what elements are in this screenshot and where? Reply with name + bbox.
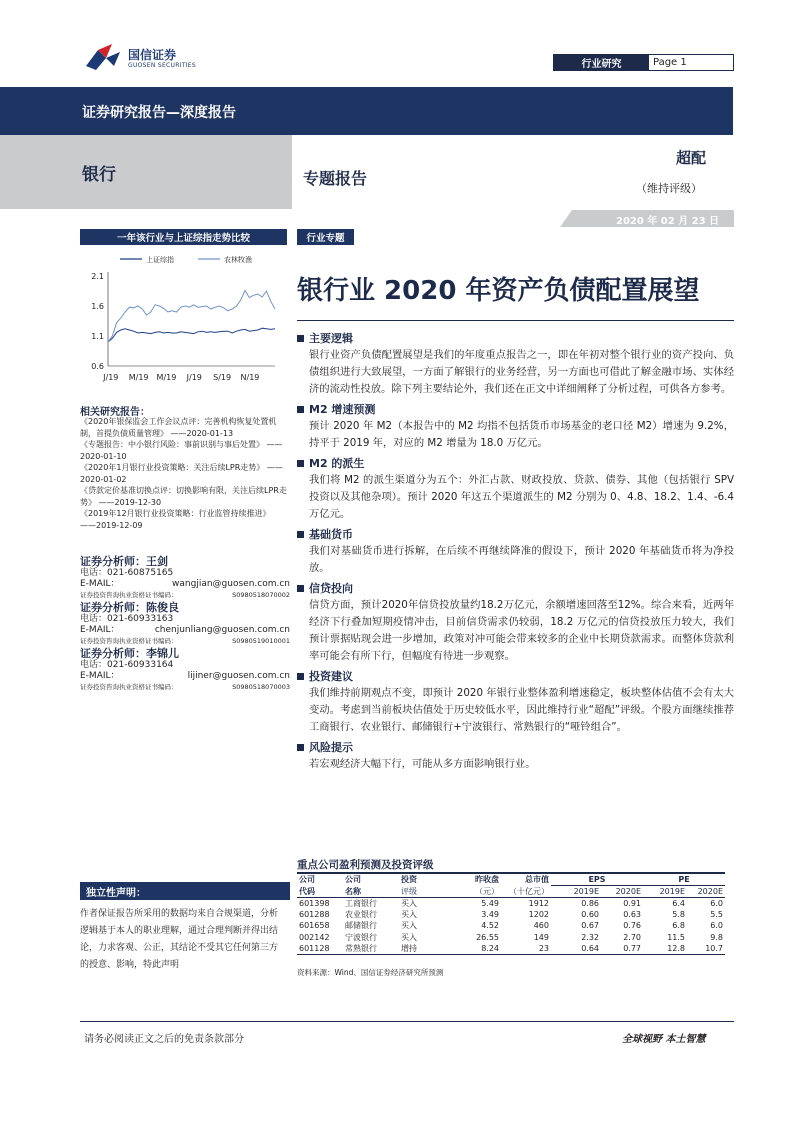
- eps-2019: 0.60: [581, 909, 599, 919]
- square-bullet-icon: [297, 585, 304, 592]
- stock-rating: 买入: [401, 921, 417, 931]
- title-divider: [297, 320, 734, 321]
- market-cap: 1912: [528, 898, 549, 908]
- market-cap: 149: [533, 932, 549, 942]
- forecast-table: [297, 874, 725, 955]
- close-price: 26.55: [476, 932, 499, 942]
- stock-name: 常熟银行: [343, 943, 399, 955]
- eps-2020: 0.63: [623, 909, 641, 919]
- analyst-email[interactable]: wangjian@guosen.com.cn: [172, 579, 290, 589]
- close-price: 8.24: [455, 943, 501, 955]
- table-row: [297, 932, 725, 944]
- report-series-title: 证券研究报告—深度报告: [82, 105, 236, 121]
- pe-2020: 9.8: [710, 932, 723, 942]
- analyst-name: 证券分析师：李锦儿: [80, 647, 179, 660]
- section-text: 银行业资产负债配置展望是我们的年度重点报告之一，即在年初对整个银行业的资产投向、负债组织进行大致展望，一方面了解银行的业务经营，另一方面也可借此了解金融市场、实体经济的流动性投放。除下列主要结论外，我们还在正文中详细阐释了分析过程，可供各方参考。: [309, 349, 734, 395]
- related-report-item[interactable]: 《2019年12月银行业投资策略：行业监管持续推进》 ——2019-12-09: [80, 509, 271, 530]
- related-report-item[interactable]: 《2020年1月银行业投资策略：关注后续LPR走势》 ——2020-01-02: [80, 463, 283, 484]
- related-reports-title: 相关研究报告：: [80, 407, 150, 418]
- section-heading: 投资建议: [297, 668, 734, 685]
- table-header-cell: 2020E: [601, 886, 643, 898]
- email-label: E-MAIL：: [80, 671, 120, 681]
- y-tick-label: 0.6: [91, 362, 104, 371]
- pe-2020: 10.7: [687, 943, 725, 955]
- stock-name: 工商银行: [345, 898, 377, 908]
- square-bullet-icon: [297, 460, 304, 467]
- series-line: [108, 328, 275, 342]
- stock-code: 601658: [299, 921, 330, 931]
- cert-label: 证券投资咨询执业资格证书编码：: [80, 683, 178, 691]
- industry-rating: 超配: [676, 149, 707, 167]
- related-reports-list: [80, 416, 288, 531]
- table-title: 重点公司盈利预测及投资评级: [297, 859, 434, 871]
- eps-2020: 2.70: [623, 932, 641, 942]
- table-header-cell: EPS: [551, 874, 643, 886]
- table-header-cell: 昨收盘: [475, 875, 499, 885]
- report-date: 2020 年 02 月 23 日: [616, 216, 720, 227]
- related-report-item[interactable]: 《2020年银保监会工作会议点评：完善机构恢复处置机制，首提负债质量管理》 ——2020-01-13: [80, 417, 277, 438]
- stock-code: 601398: [299, 898, 330, 908]
- eps-2020: 0.76: [623, 921, 641, 931]
- table-header-cell: 2019E: [643, 886, 687, 898]
- pe-2020: 6.0: [710, 898, 723, 908]
- table-header-cell: 2019E: [551, 886, 601, 898]
- stock-rating: 买入: [401, 909, 417, 919]
- logo-name: 国信证券: [128, 48, 177, 62]
- section-heading: 信贷投向: [297, 580, 734, 597]
- table-header-cell: 投资: [401, 875, 417, 885]
- report-body: [297, 330, 734, 776]
- performance-chart: [80, 248, 290, 393]
- section-text: 我们对基础货币进行拆解，在后续不再继续降准的假设下，预计 2020 年基础货币将为净投放。: [309, 545, 734, 574]
- square-bullet-icon: [297, 531, 304, 538]
- page-number: Page 1: [653, 57, 687, 68]
- legend-label: 农林牧渔: [224, 256, 252, 264]
- section-heading: 基础货币: [297, 526, 734, 543]
- square-bullet-icon: [297, 335, 304, 342]
- report-tag: 行业专题: [297, 229, 354, 245]
- table-row: [297, 943, 725, 955]
- eps-2019: 2.32: [581, 932, 599, 942]
- analyst-phone: 021-60875165: [107, 568, 174, 578]
- analyst-email[interactable]: lijiner@guosen.com.cn: [187, 671, 290, 681]
- independence-statement: 作者保证报告所采用的数据均来自合规渠道，分析逻辑基于本人的职业理解，通过合理判断并得出结论，力求客观、公正，其结论不受其它任何第三方的授意、影响，特此声明: [80, 909, 279, 970]
- stock-name: 农业银行: [345, 909, 377, 919]
- eps-2019: 0.64: [551, 943, 601, 955]
- table-row: [297, 920, 725, 932]
- table-header-cell: （十亿元）: [501, 886, 551, 898]
- analyst-cert: S0980518070002: [232, 591, 290, 599]
- pe-2019: 6.8: [672, 921, 685, 931]
- table-header-cell: 评级: [399, 886, 455, 898]
- page-header-box: [553, 54, 734, 71]
- square-bullet-icon: [297, 673, 304, 680]
- close-price: 4.52: [481, 921, 499, 931]
- square-bullet-icon: [297, 744, 304, 751]
- market-cap: 1202: [528, 909, 549, 919]
- section-heading: M2 增速预测: [297, 401, 734, 418]
- x-tick-label: M/19: [156, 373, 177, 382]
- related-report-item[interactable]: 《专题报告：中小银行风险：事前识别与事后处置》 ——2020-01-10: [80, 440, 283, 461]
- section-heading: 风险提示: [297, 739, 734, 756]
- analyst-name: 证券分析师：王剑: [80, 555, 168, 568]
- table-header-row: [297, 874, 725, 886]
- page-title: 银行业 2020 年资产负债配置展望: [297, 276, 700, 306]
- related-report-item[interactable]: 《贷款定价基准切换点评：切换影响有限，关注后续LPR走势》 ——2019-12-30: [80, 486, 287, 507]
- series-line: [108, 290, 275, 342]
- pe-2019: 12.8: [643, 943, 687, 955]
- section-text: 我们维持前期观点不变，即预计 2020 年银行业整体盈利增速稳定，板块整体估值不会有太大变动。考虑到当前板块估值处于历史较低水平，因此维持行业“超配”评级。个股方面继续推荐工商银行、农业银行、邮储银行+宁波银行、常熟银行的“哑铃组合”。: [309, 687, 734, 733]
- table-header-cell: 2020E: [687, 886, 725, 898]
- email-label: E-MAIL：: [80, 579, 120, 589]
- pe-2019: 6.4: [672, 898, 685, 908]
- section-heading: M2 的派生: [297, 455, 734, 472]
- phone-label: 电话：: [80, 614, 108, 624]
- rating-note: （维持评级）: [636, 182, 702, 195]
- logo-name-en: GUOSEN SECURITIES: [128, 62, 197, 69]
- table-header-cell: 总市值: [525, 875, 549, 885]
- table-header-cell: （元）: [455, 886, 501, 898]
- table-header-cell: 名称: [343, 886, 399, 898]
- x-tick-label: J/19: [186, 373, 202, 382]
- industry-name: 银行: [82, 165, 116, 185]
- footer-divider: [80, 1021, 734, 1022]
- table-row: [297, 909, 725, 921]
- stock-code: 601128: [297, 943, 343, 955]
- square-bullet-icon: [297, 406, 304, 413]
- x-tick-label: J/19: [103, 373, 119, 382]
- market-cap: 460: [533, 921, 549, 931]
- footer-slogan: 全球视野 本土智慧: [622, 1034, 706, 1045]
- x-tick-label: N/19: [240, 373, 260, 382]
- stock-code: 002142: [299, 932, 330, 942]
- cert-label: 证券投资咨询执业资格证书编码：: [80, 591, 178, 599]
- phone-label: 电话：: [80, 660, 108, 670]
- industry-band: [0, 135, 292, 209]
- report-type: 专题报告: [303, 169, 368, 188]
- report-category: 行业研究: [554, 55, 649, 70]
- analyst-phone: 021-60933163: [107, 614, 174, 624]
- stock-name: 邮储银行: [345, 921, 377, 931]
- email-label: E-MAIL：: [80, 625, 120, 635]
- eps-2020: 0.77: [601, 943, 643, 955]
- legend-label: 上证综指: [146, 256, 174, 264]
- pe-2020: 6.0: [710, 921, 723, 931]
- section-heading: 主要逻辑: [297, 330, 734, 347]
- stock-name: 宁波银行: [345, 932, 377, 942]
- table-header-cell: 公司: [345, 875, 361, 885]
- stock-code: 601288: [299, 909, 330, 919]
- x-tick-label: M/19: [128, 373, 149, 382]
- analyst-list: [80, 555, 290, 693]
- section-text: 若宏观经济大幅下行，可能从多方面影响银行业。: [309, 758, 536, 770]
- chart-header: 一年该行业与上证综指走势比较: [80, 229, 287, 245]
- analyst-block: [80, 601, 290, 647]
- table-row: [297, 897, 725, 909]
- section-text: 我们将 M2 的派生渠道分为五个：外汇占款、财政投放、贷款、债券、其他（包括银行 SPV 投资以及其他杂项）。预计 2020 年这五个渠道派生的 M2 分别为 0、4.8、18.2、1.4、-6.4 万亿元。: [309, 474, 734, 520]
- footer-disclaimer: 请务必阅读正文之后的免责条款部分: [84, 1034, 244, 1045]
- logo-mark-icon: [84, 44, 124, 72]
- eps-2019: 0.67: [581, 921, 599, 931]
- y-tick-label: 1.6: [91, 302, 104, 311]
- x-tick-label: S/19: [213, 373, 232, 382]
- independence-title: 独立性声明：: [80, 882, 290, 900]
- table-header-cell: PE: [643, 874, 725, 886]
- close-price: 3.49: [481, 909, 499, 919]
- analyst-email[interactable]: chenjunliang@guosen.com.cn: [154, 625, 290, 635]
- phone-label: 电话：: [80, 568, 108, 578]
- eps-2020: 0.91: [623, 898, 641, 908]
- stock-rating: 增持: [399, 943, 455, 955]
- table-header-cell: 公司: [299, 875, 315, 885]
- eps-2019: 0.86: [581, 898, 599, 908]
- section-text: 预计 2020 年 M2（本报告中的 M2 均指不包括货币市场基金的老口径 M2）增速为 9.2%，持平于 2019 年，对应的 M2 增量为 18.0 万亿元。: [309, 420, 734, 449]
- y-tick-label: 2.1: [91, 272, 104, 281]
- analyst-block: [80, 647, 290, 693]
- table-source: 资料来源：Wind、国信证券经济研究所预测: [297, 968, 444, 977]
- analyst-phone: 021-60933164: [107, 660, 174, 670]
- close-price: 5.49: [481, 898, 499, 908]
- cert-label: 证券投资咨询执业资格证书编码：: [80, 637, 178, 645]
- analyst-block: [80, 555, 290, 601]
- pe-2020: 5.5: [710, 909, 723, 919]
- stock-rating: 买入: [401, 898, 417, 908]
- pe-2019: 5.8: [672, 909, 685, 919]
- analyst-cert: S0980519010001: [232, 637, 290, 645]
- analyst-cert: S0980518070003: [232, 683, 290, 691]
- table-header-row: [297, 886, 725, 898]
- company-logo: [84, 44, 204, 72]
- analyst-name: 证券分析师：陈俊良: [80, 601, 179, 614]
- pe-2019: 11.5: [667, 932, 685, 942]
- section-text: 信贷方面，预计2020年信贷投放量约18.2万亿元，余额增速回落至12%。综合来看，近两年经济下行叠加短期疫情冲击，目前信贷需求仍较弱，18.2 万亿元的信贷投放压力较大，我们预计票据贴现会进一步增加，政策对冲可能会带来较多的企业中长期贷款需求。而整体贷款利率可能会有所下行，但幅度有待进一步观察。: [309, 599, 734, 662]
- table-header-cell: 代码: [297, 886, 343, 898]
- y-tick-label: 1.1: [91, 332, 104, 341]
- stock-rating: 买入: [401, 932, 417, 942]
- market-cap: 23: [501, 943, 551, 955]
